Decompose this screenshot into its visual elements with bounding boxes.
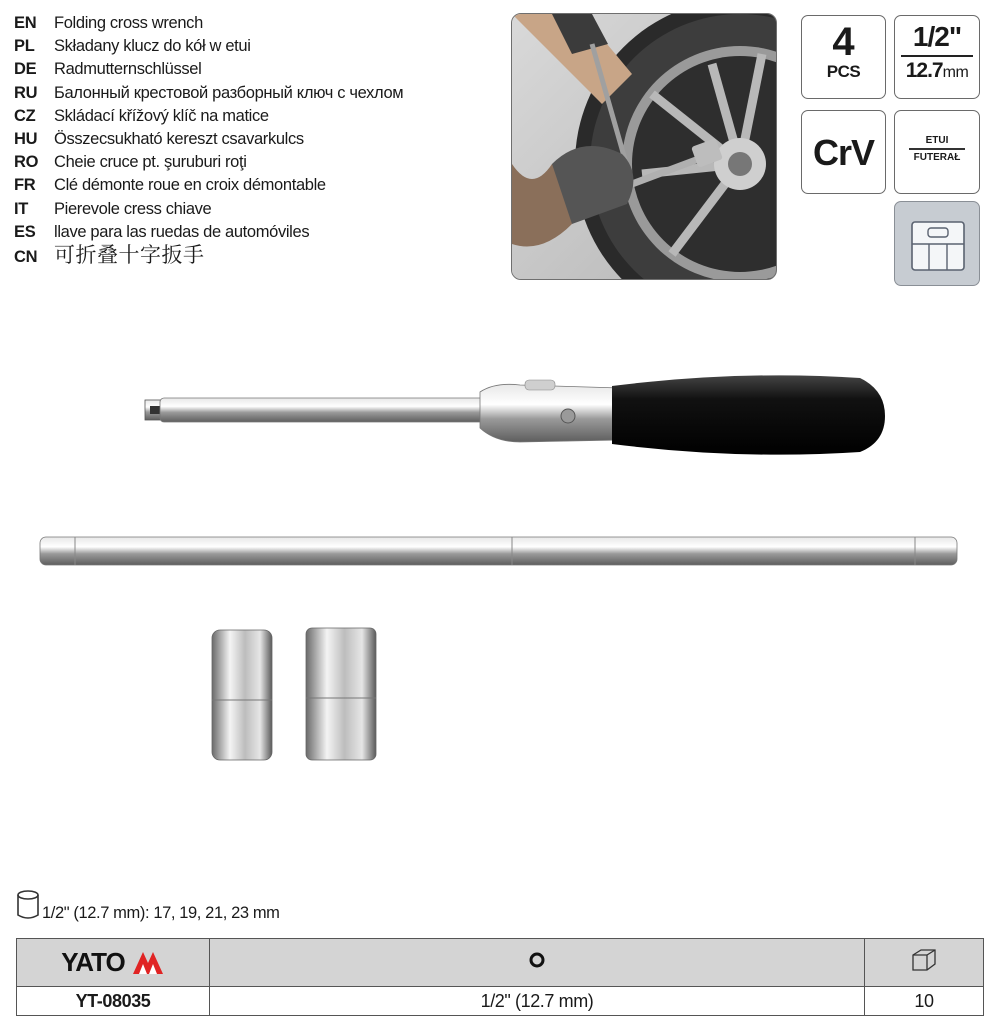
language-row-ru bbox=[14, 82, 403, 105]
wrench-handle bbox=[145, 375, 885, 454]
case-icon bbox=[895, 202, 981, 287]
case-badge bbox=[894, 201, 980, 286]
language-code: FR bbox=[14, 176, 36, 195]
language-row-de bbox=[14, 58, 403, 81]
language-text: 可折叠十字扳手 bbox=[54, 243, 205, 267]
drive-size-divider bbox=[901, 55, 973, 57]
case-text-badge bbox=[894, 110, 980, 194]
product-image bbox=[0, 330, 998, 790]
usage-photo bbox=[511, 13, 777, 280]
brand-cell bbox=[17, 939, 210, 987]
language-text: Cheie cruce pt. şuruburi roţi bbox=[54, 153, 247, 172]
drive-size-value: 1/2" (12.7 mm) bbox=[210, 987, 865, 1016]
language-row-hu bbox=[14, 128, 403, 151]
drive-size-fraction: 1/2" bbox=[912, 21, 962, 52]
drive-size-mm-value: 12.7 bbox=[905, 59, 943, 82]
drive-size-mm bbox=[895, 59, 979, 85]
language-text: Pierevole cress chiave bbox=[54, 199, 212, 218]
language-text: Clé démonte roue en croix démontable bbox=[54, 176, 326, 195]
language-row-en bbox=[14, 12, 403, 35]
case-label-divider bbox=[909, 148, 965, 150]
drive-circle-icon bbox=[528, 951, 546, 969]
spec-table-header bbox=[17, 939, 984, 987]
drive-header-cell bbox=[210, 939, 865, 987]
drive-size-mm-unit: mm bbox=[942, 64, 969, 81]
brand-logo bbox=[61, 947, 164, 978]
language-code: ES bbox=[14, 222, 36, 241]
yato-logo-icon bbox=[131, 950, 165, 976]
language-row-es bbox=[14, 221, 403, 244]
language-row-fr bbox=[14, 174, 403, 197]
language-code: CZ bbox=[14, 106, 36, 125]
pieces-count: 4 bbox=[832, 20, 855, 64]
socket-small bbox=[212, 630, 272, 760]
language-code: RU bbox=[14, 83, 38, 102]
product-code: YT-08035 bbox=[17, 987, 210, 1016]
pieces-label: PCS bbox=[826, 62, 861, 81]
language-row-it bbox=[14, 198, 403, 221]
language-text: Folding cross wrench bbox=[54, 14, 203, 32]
case-label-line2: FUTERAŁ bbox=[913, 151, 961, 163]
language-row-ro bbox=[14, 151, 403, 174]
drive-size-badge bbox=[894, 15, 980, 99]
language-code: HU bbox=[14, 129, 38, 148]
product-parts-illustration bbox=[0, 330, 998, 790]
quantity-value: 10 bbox=[865, 987, 984, 1016]
language-text: Składany klucz do kół w etui bbox=[54, 37, 251, 56]
language-row-cn bbox=[14, 244, 403, 267]
language-list bbox=[14, 12, 403, 267]
quantity-header-cell bbox=[865, 939, 984, 987]
language-text: Összecsukható kereszt csavarkulcs bbox=[54, 129, 304, 148]
case-label-line1: ETUI bbox=[925, 135, 949, 146]
socket-sizes-note bbox=[16, 883, 280, 923]
package-box-icon bbox=[909, 947, 939, 973]
language-code: CN bbox=[14, 247, 38, 266]
language-text: llave para las ruedas de automóviles bbox=[54, 222, 310, 241]
brand-name: YATO bbox=[61, 947, 125, 977]
pieces-badge bbox=[801, 15, 886, 99]
socket-icon bbox=[16, 889, 40, 923]
language-code: PL bbox=[14, 37, 35, 56]
language-text: Radmutternschlüssel bbox=[54, 60, 202, 79]
language-code: EN bbox=[14, 14, 37, 32]
language-row-pl bbox=[14, 35, 403, 58]
spec-table bbox=[16, 938, 984, 1016]
language-code: IT bbox=[14, 199, 29, 218]
extension-bar bbox=[40, 537, 957, 565]
tire-change-illustration bbox=[512, 14, 776, 279]
material-label: CrV bbox=[812, 132, 875, 173]
language-text: Балонный крестовой разборный ключ с чехлом bbox=[54, 83, 404, 102]
language-text: Skládací křížový klíč na matice bbox=[54, 106, 269, 125]
socket-sizes-text: 1/2" (12.7 mm): 17, 19, 21, 23 mm bbox=[42, 904, 280, 922]
language-code: DE bbox=[14, 60, 37, 79]
language-row-cz bbox=[14, 105, 403, 128]
spec-table-row bbox=[17, 987, 984, 1016]
socket-large bbox=[306, 628, 376, 760]
material-badge bbox=[801, 110, 886, 194]
language-code: RO bbox=[14, 153, 39, 172]
